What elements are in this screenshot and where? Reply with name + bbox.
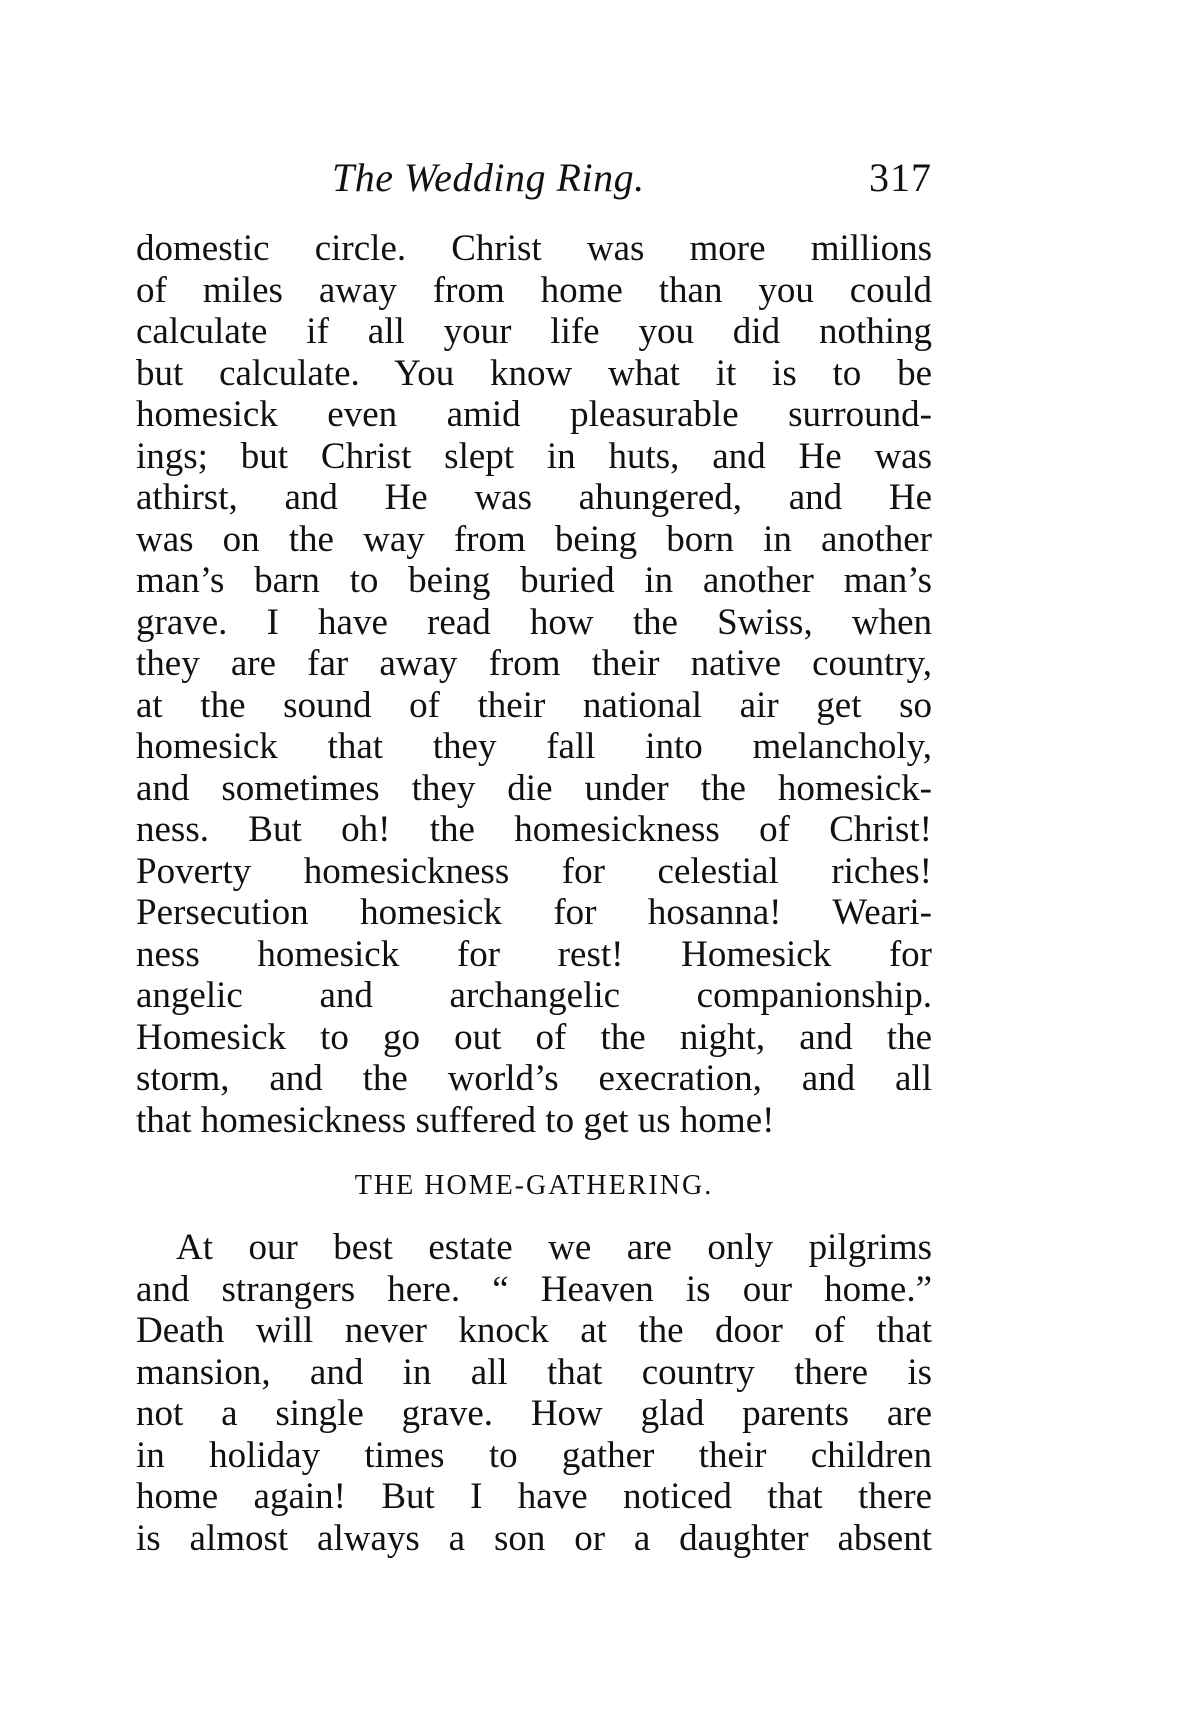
text-line: of miles away from home than you could [136, 269, 932, 311]
text-line: athirst, and He was ahungered, and He [136, 477, 932, 518]
text-line: Homesick to go out of the night, and the [136, 1016, 932, 1058]
text-line: domestic circle. Christ was more millions [136, 228, 932, 269]
body-paragraph-1 [136, 228, 932, 1141]
text-line: homesick that they fall into melancholy, [136, 726, 932, 767]
text-line: Death will never knock at the door of that [136, 1310, 932, 1351]
text-line: At our best estate we are only pilgrims [176, 1227, 932, 1268]
text-line: that homesickness suffered to get us home! [136, 1099, 775, 1141]
section-heading: THE HOME-GATHERING. [354, 1170, 714, 1201]
text-line: they are far away from their native country, [136, 643, 932, 684]
text-line: in holiday times to gather their children [136, 1434, 932, 1476]
body-paragraph-2 [136, 1227, 932, 1559]
text-line: not a single grave. How glad parents are [136, 1393, 932, 1434]
text-line: homesick even amid pleasurable surround- [136, 394, 932, 435]
text-line: calculate if all your life you did nothing [136, 311, 932, 352]
text-line: and sometimes they die under the homesick- [136, 767, 932, 809]
page-number: 317 [869, 155, 932, 200]
text-line: ness. But oh! the homesickness of Christ! [136, 809, 932, 850]
text-line: mansion, and in all that country there is [136, 1351, 932, 1393]
text-line: is almost always a son or a daughter absent [136, 1517, 932, 1559]
text-line: grave. I have read how the Swiss, when [136, 601, 932, 643]
text-line: ness homesick for rest! Homesick for [136, 933, 932, 975]
text-line: and strangers here. “ Heaven is our home.” [136, 1268, 932, 1310]
text-line: was on the way from being born in another [136, 518, 932, 560]
text-line: at the sound of their national air get so [136, 684, 932, 726]
text-line: Persecution homesick for hosanna! Weari- [136, 892, 932, 933]
text-line: angelic and archangelic companionship. [136, 975, 932, 1016]
text-line: man’s barn to being buried in another man’s [136, 560, 932, 601]
text-line: Poverty homesickness for celestial riches! [136, 850, 932, 892]
running-head [136, 150, 932, 210]
text-line: storm, and the world’s execration, and all [136, 1058, 932, 1099]
text-line: but calculate. You know what it is to be [136, 352, 932, 394]
running-title: The Wedding Ring. [332, 155, 645, 200]
text-line: ings; but Christ slept in huts, and He was [136, 435, 932, 477]
text-line: home again! But I have noticed that there [136, 1476, 932, 1517]
